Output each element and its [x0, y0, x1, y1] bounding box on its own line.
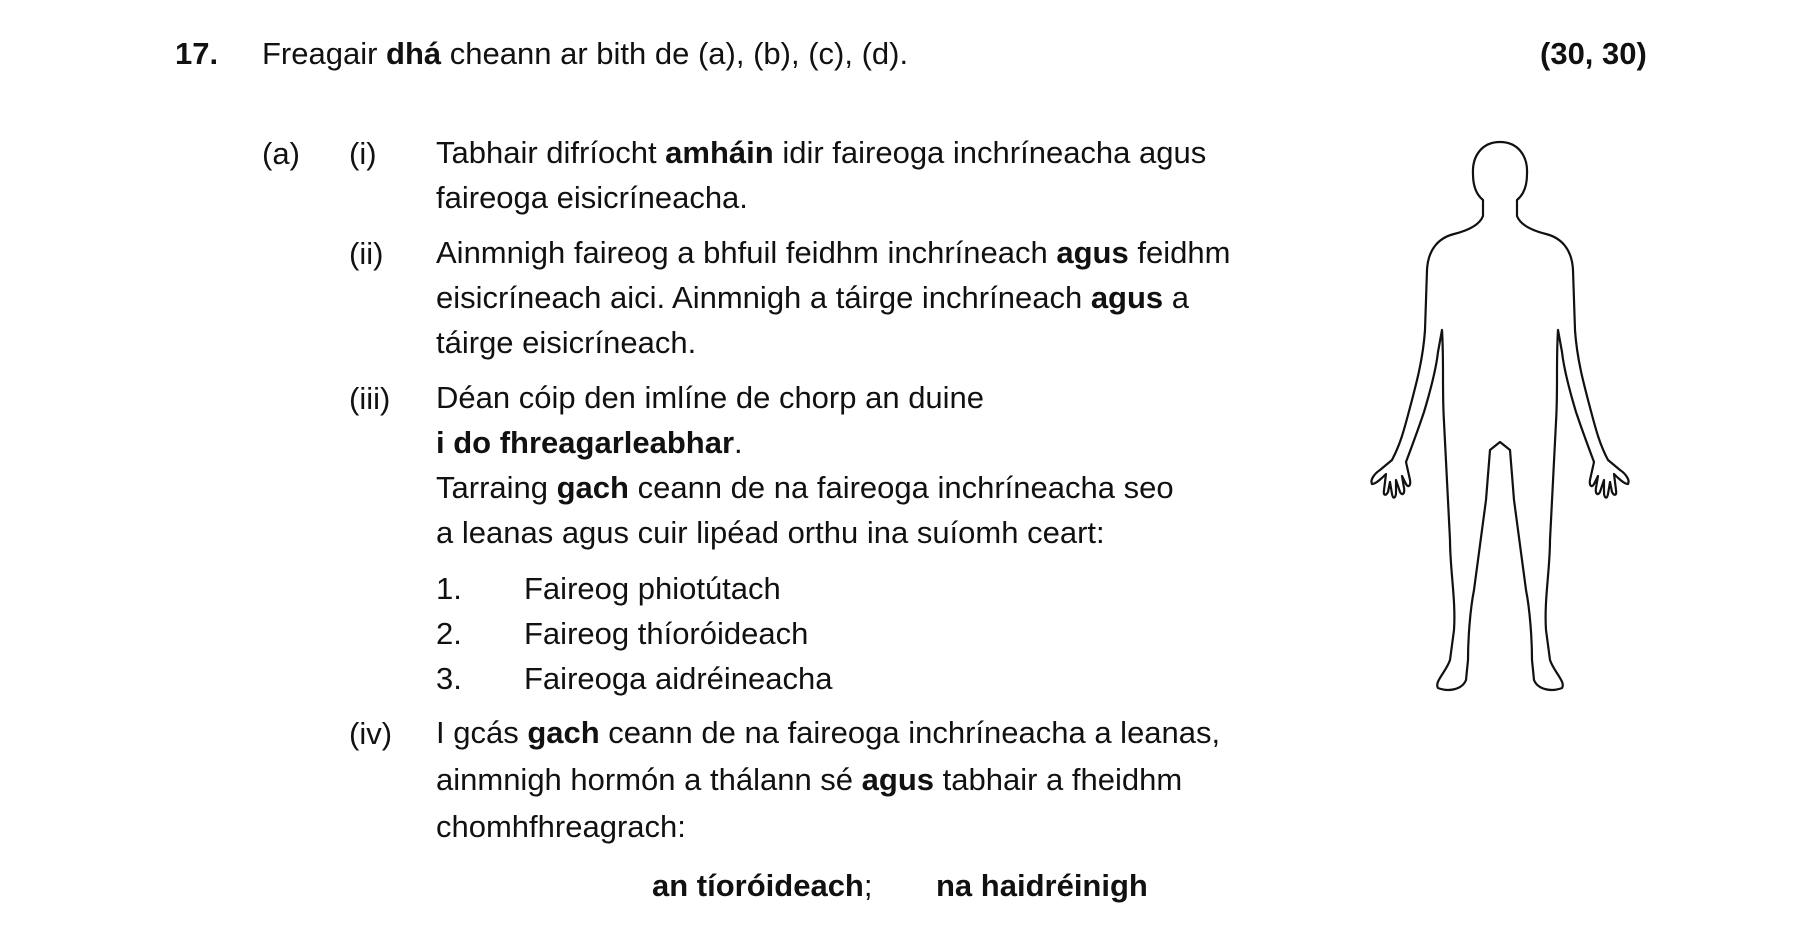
emphasis: gach: [527, 715, 600, 750]
question-marks: (30, 30): [1540, 36, 1647, 71]
subpart-ii-line-2: [436, 275, 1189, 320]
text: I gcás: [436, 715, 528, 750]
emphasis: an tíoróideach: [652, 868, 864, 903]
emphasis: i do fhreagarleabhar: [436, 425, 735, 460]
subpart-ii-label: (ii): [349, 236, 384, 271]
subpart-iii-line-4: a leanas agus cuir lipéad orthu ina suíomh ceart:: [436, 515, 1105, 550]
text: feidhm: [1128, 235, 1231, 270]
subpart-iii-line-3: [436, 465, 1174, 510]
text: tabhair a fheidhm: [934, 762, 1183, 797]
text: a: [1163, 280, 1190, 315]
text: .: [734, 425, 743, 460]
text: Tabhair difríocht: [436, 135, 666, 170]
emphasis: gach: [556, 470, 629, 505]
subpart-iv-line-2: [436, 757, 1182, 802]
text: ;: [863, 868, 873, 903]
part-a-label: (a): [262, 136, 300, 171]
instruction-text-rest: cheann ar bith de (a), (b), (c), (d).: [441, 36, 909, 71]
emphasis: agus: [1090, 280, 1164, 315]
gland-name: [936, 868, 1148, 904]
subpart-iv-line-3: chomhfhreagrach:: [436, 809, 686, 844]
text: ceann de na faireoga inchríneacha seo: [628, 470, 1174, 505]
subpart-iv-line-1: [436, 710, 1220, 755]
emphasis: amháin: [665, 135, 774, 170]
list-item-number: 2.: [436, 616, 462, 651]
list-item: Faireog thíoróideach: [524, 616, 809, 651]
instruction-text: Freagair: [262, 36, 387, 71]
text: eisicríneach aici. Ainmnigh a táirge inchríneach: [436, 280, 1091, 315]
text: ceann de na faireoga inchríneacha a leanas,: [599, 715, 1221, 750]
question-number: 17.: [175, 36, 219, 71]
list-item-number: 1.: [436, 571, 462, 606]
list-item-number: 3.: [436, 661, 462, 696]
text: Ainmnigh faireog a bhfuil feidhm inchríneach: [436, 235, 1057, 270]
list-item: Faireog phiotútach: [524, 571, 781, 606]
emphasis: agus: [1056, 235, 1129, 270]
text: ainmnigh hormón a thálann sé: [436, 762, 862, 797]
text: Tarraing: [436, 470, 557, 505]
subpart-iii-line-2: [436, 420, 743, 465]
subpart-ii-line-1: [436, 230, 1230, 275]
emphasis: agus: [861, 762, 935, 797]
gland-name: [652, 868, 873, 904]
human-body-outline-icon: [1350, 130, 1650, 710]
emphasis: na haidréinigh: [936, 868, 1148, 903]
subpart-iv-label: (iv): [349, 716, 393, 751]
subpart-i-line-1: [436, 130, 1206, 175]
subpart-iii-label: (iii): [349, 381, 391, 416]
text: idir faireoga inchríneacha agus: [773, 135, 1207, 170]
subpart-i-line-2: faireoga eisicríneacha.: [436, 180, 748, 215]
subpart-ii-line-3: táirge eisicríneach.: [436, 325, 697, 360]
list-item: Faireoga aidréineacha: [524, 661, 833, 696]
question-instruction: [262, 36, 908, 72]
subpart-iii-line-1: Déan cóip den imlíne de chorp an duine: [436, 380, 985, 415]
instruction-emphasis: dhá: [386, 36, 442, 71]
subpart-i-label: (i): [349, 136, 377, 171]
